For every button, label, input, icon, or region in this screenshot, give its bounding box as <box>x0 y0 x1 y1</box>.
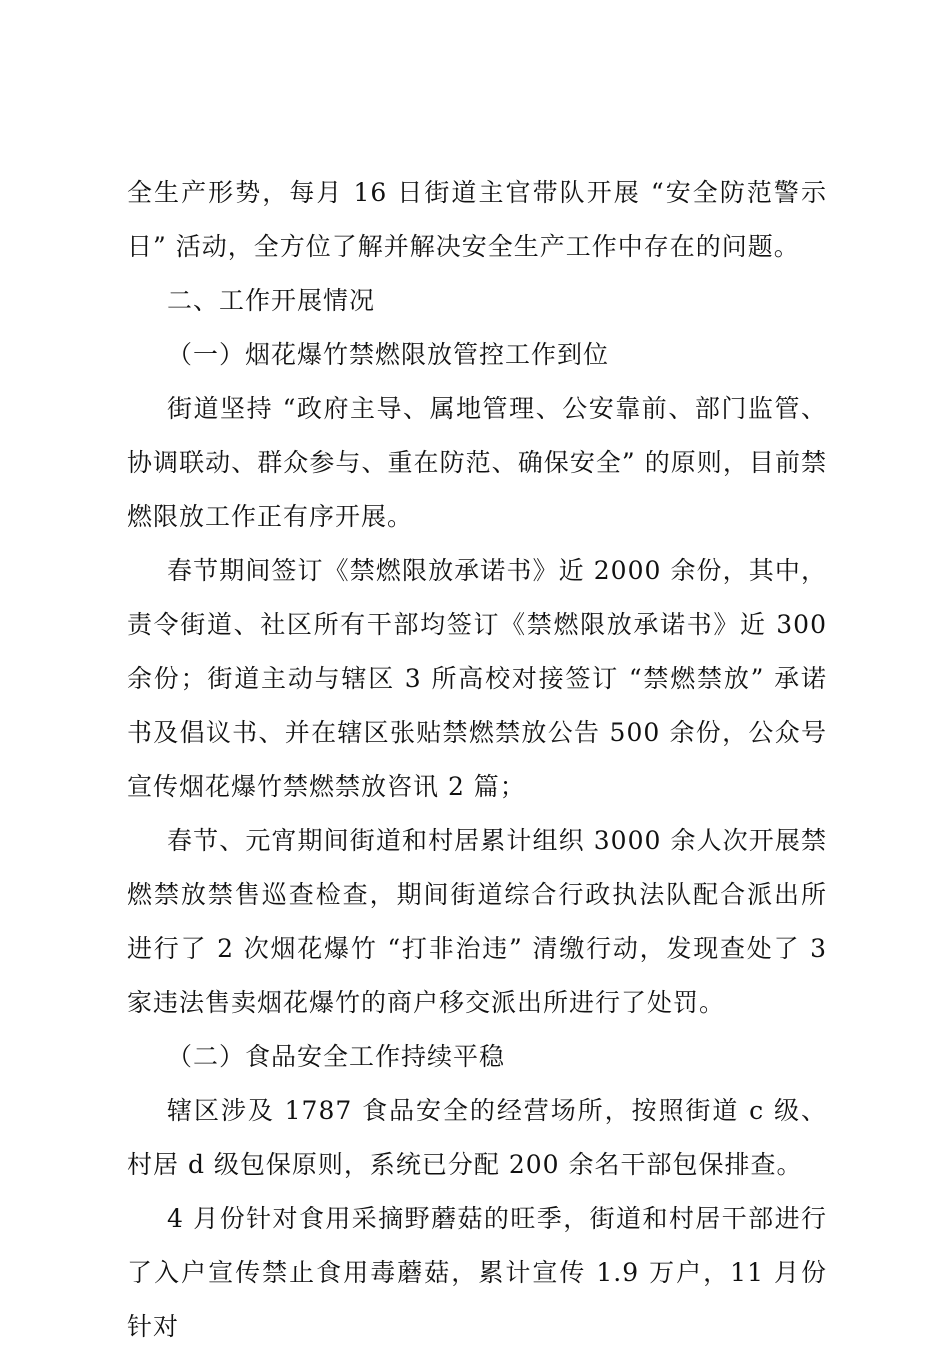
paragraph: 街道坚持 “政府主导、属地管理、公安靠前、部门监管、协调联动、群众参与、重在防范、确保安全” 的原则，目前禁燃限放工作正有序开展。 <box>127 394 827 531</box>
document-body <box>127 166 827 1354</box>
paragraph: 辖区涉及 1787 食品安全的经营场所，按照街道 c 级、村居 d 级包保原则，系统已分配 200 余名干部包保排查。 <box>127 1096 827 1179</box>
section-heading: 二、工作开展情况 <box>167 286 376 315</box>
subsection-heading-fireworks: （一）烟花爆竹禁燃限放管控工作到位 <box>167 340 610 369</box>
paragraph: 4 月份针对食用采摘野蘑菇的旺季，街道和村居干部进行了入户宣传禁止食用毒蘑菇，累计宣传 1.9 万户，11 月份针对 <box>127 1204 827 1341</box>
paragraph: 春节、元宵期间街道和村居累计组织 3000 余人次开展禁燃禁放禁售巡查检查，期间街道综合行政执法队配合派出所进行了 2 次烟花爆竹 “打非治违” 清缴行动，发现查处了 3 家违法售卖烟花爆竹的商户移交派出所进行了处罚。 <box>127 826 827 1017</box>
paragraph: 春节期间签订《禁燃限放承诺书》近 2000 余份，其中，责令街道、社区所有干部均签订《禁燃限放承诺书》近 300 余份；街道主动与辖区 3 所高校对接签订 “禁燃禁放” 承诺书及倡议书、并在辖区张贴禁燃禁放公告 500 余份，公众号宣传烟花爆竹禁燃禁放咨讯 2 篇； <box>127 556 827 801</box>
subsection-heading-food-safety: （二）食品安全工作持续平稳 <box>167 1042 506 1071</box>
paragraph-continuation: 全生产形势，每月 16 日街道主官带队开展 “安全防范警示日” 活动，全方位了解并解决安全生产工作中存在的问题。 <box>127 178 827 261</box>
